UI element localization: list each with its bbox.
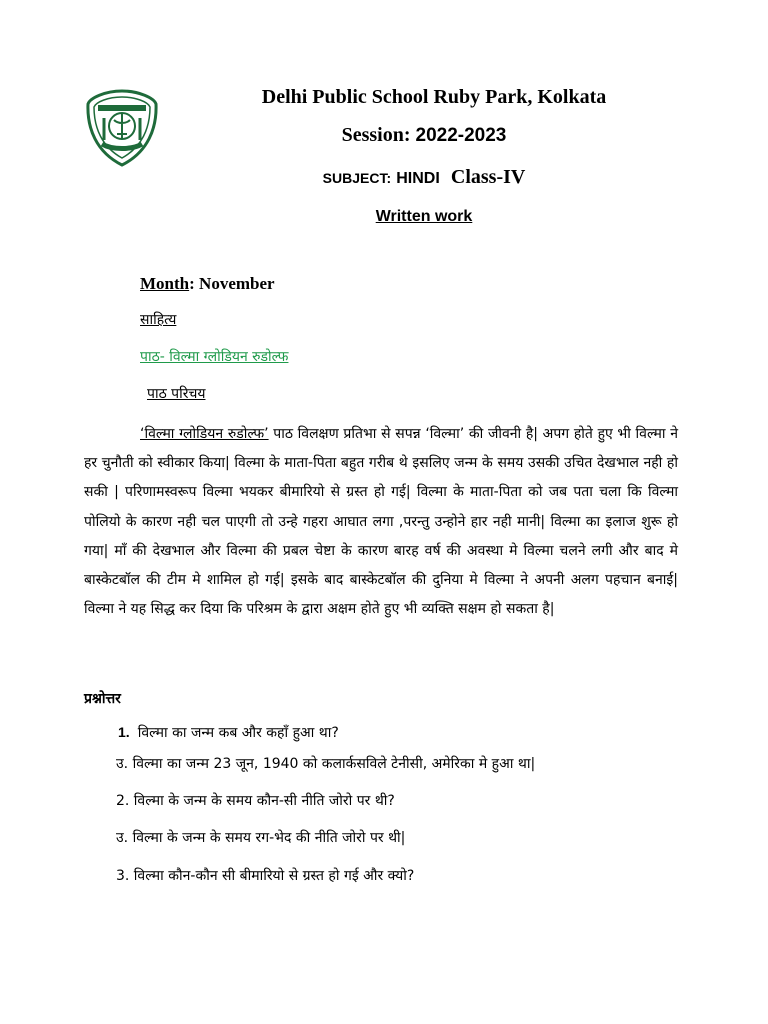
qa-heading: प्रश्नोत्तर (84, 691, 121, 707)
class-name: Class-IV (450, 166, 526, 188)
month-value: : November (189, 274, 275, 293)
subject-name: HINDI (396, 170, 440, 187)
subject-label: SUBJECT: (322, 170, 392, 186)
answer-2: उ. विल्मा के जन्म के समय रग-भेद की नीति जोरो पर थी| (116, 830, 406, 846)
school-name: Delhi Public School Ruby Park, Kolkata (261, 86, 607, 108)
subject-line (40, 166, 768, 189)
session-year: 2022-2023 (415, 125, 507, 146)
intro-heading: पाठ परिचय (147, 386, 206, 402)
question-2: 2. विल्मा के जन्म के समय कौन-सी नीति जोरो पर थी? (116, 793, 395, 809)
work-type-heading: Written work (375, 208, 473, 225)
lesson-title: पाठ- विल्मा ग्लोडियन रुडोल्फ (140, 349, 289, 365)
question-1-number: 1. (118, 724, 130, 740)
session-line (40, 124, 768, 147)
question-1 (118, 723, 339, 742)
question-3: 3. विल्मा कौन-कौन सी बीमारियो से ग्रस्त हो गई और क्यो? (116, 868, 415, 884)
session-label: Session: (341, 124, 411, 146)
question-1-text: विल्मा का जन्म कब और कहाँ हुआ था? (137, 725, 339, 741)
month-line (140, 274, 275, 294)
section-heading: साहित्य (140, 312, 177, 328)
paragraph-title: ‘विल्मा ग्लोडियन रुडोल्फ’ (140, 426, 269, 442)
paragraph-text: पाठ विलक्षण प्रतिभा से सपन्न ‘विल्मा’ की जीवनी है| अपग होते हुए भी विल्मा ने हर चुनौती को स्वीकार किया| विल्मा के माता-पिता बहुत गरीब थे इसलिए जन्म के समय उसकी उचित देखभाल नही हो सकी | परिणामस्वरूप विल्मा भयकर बीमारियो से ग्रस्त हो गई| विल्मा के माता-पिता को जब पता चला कि विल्मा पोलियो के कारण नही चल पाएगी तो उन्हे गहरा आघात लगा ,परन्तु उन्होने हार नही मानी| विल्मा का इलाज शुरू हो गया| माँ की देखभाल और विल्मा की प्रबल चेष्टा के कारण बारह वर्ष की अवस्था मे विल्मा चलने लगी और बाद मे बास्केटबॉल की टीम मे शामिल हो गई| इसके बाद बास्केटबॉल की दुनिया मे विल्मा ने अपनी अलग पहचान बनाई| विल्मा ने यह सिद्ध कर दिया कि परिश्रम के द्वारा अक्षम होते हुए भी व्यक्ति सक्षम हो सकता है| (84, 426, 678, 618)
answer-1: उ. विल्मा का जन्म 23 जून, 1940 को कलार्कसविले टेनीसी, अमेरिका मे हुआ था| (116, 756, 536, 772)
month-label: Month (140, 274, 190, 293)
intro-paragraph (84, 420, 678, 624)
